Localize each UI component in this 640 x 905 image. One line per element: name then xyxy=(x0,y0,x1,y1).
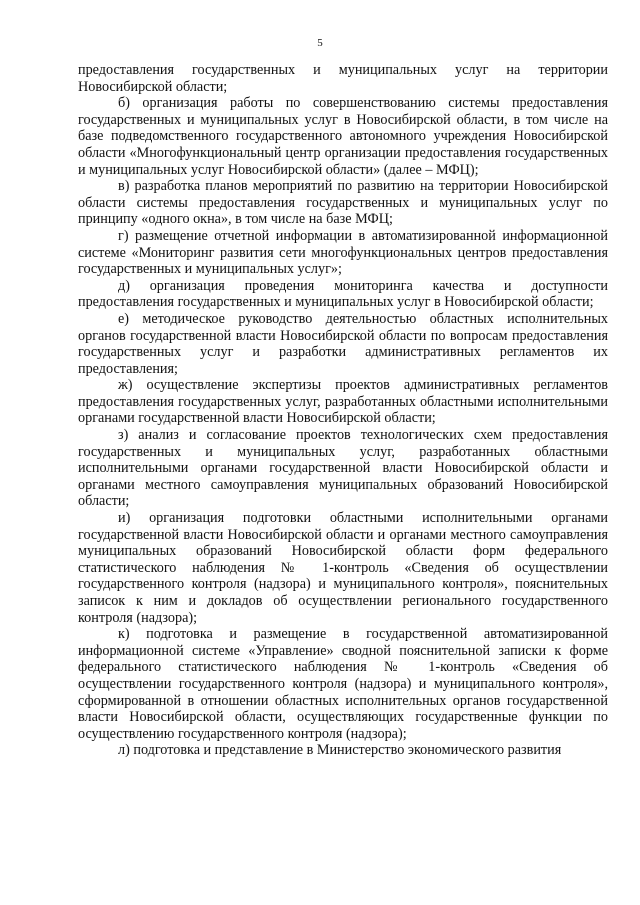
paragraph-i: и) организация подготовки областными исполнительными органами государственной власти Новосибирской области и органами местного самоуправления муниципальных образований Новосибирской области форм федерального статистического наблюдения № 1-контроль «Сведения об осуществлении государственного контроля (надзора) и муниципального контроля», пояснительных записок к ним и докладов об осуществлении регионального государственного контроля (надзора); xyxy=(78,510,608,626)
paragraph-b: б) организация работы по совершенствованию системы предоставления государственных и муниципальных услуг в Новосибирской области, в том числе на базе подведомственного государственного автономного учреждения Новосибирской области «Многофункциональный центр организации предоставления государственных и муниципальных услуг Новосибирской области» (далее – МФЦ); xyxy=(78,95,608,178)
paragraph-d: д) организация проведения мониторинга качества и доступности предоставления государственных и муниципальных услуг в Новосибирской области; xyxy=(78,277,608,311)
paragraph-zh: ж) осуществление экспертизы проектов административных регламентов предоставления государственных услуг, разработанных областными исполнительными органами государственной власти Новосибирской области; xyxy=(78,377,608,427)
paragraph-g: г) размещение отчетной информации в автоматизированной информационной системе «Мониторинг развития сети многофункциональных центров предоставления государственных и муниципальных услуг»; xyxy=(78,227,608,278)
paragraph-z: з) анализ и согласование проектов технологических схем предоставления государственных и муниципальных услуг, разработанных областными исполнительными органами государственной власти Новосибирской области и органами местного самоуправления муниципальных образований Новосибирской области; xyxy=(78,427,608,510)
paragraph-k: к) подготовка и размещение в государственной автоматизированной информационной системе «Управление» сводной пояснительной записки к форме федерального статистического наблюдения № 1-контроль «Сведения об осуществлении государственного контроля (надзора) и муниципального контроля», сформированной в отношении областных исполнительных органов государственной власти Новосибирской области, осуществляющих государственные функции по осуществлению государственного контроля (надзора); xyxy=(78,626,608,742)
paragraph-continuation: предоставления государственных и муниципальных услуг на территории Новосибирской области; xyxy=(78,62,608,95)
document-body xyxy=(78,62,608,759)
paragraph-e: е) методическое руководство деятельностью областных исполнительных органов государственной власти Новосибирской области по вопросам предоставления государственных услуг и разработки административных регламентов их предоставления; xyxy=(78,310,608,377)
page-number: 5 xyxy=(317,37,323,49)
paragraph-l: л) подготовка и представление в Министерство экономического развития xyxy=(118,742,562,759)
paragraph-v: в) разработка планов мероприятий по развитию на территории Новосибирской области системы предоставления государственных и муниципальных услуг по принципу «одного окна», в том числе на базе МФЦ; xyxy=(78,178,608,228)
